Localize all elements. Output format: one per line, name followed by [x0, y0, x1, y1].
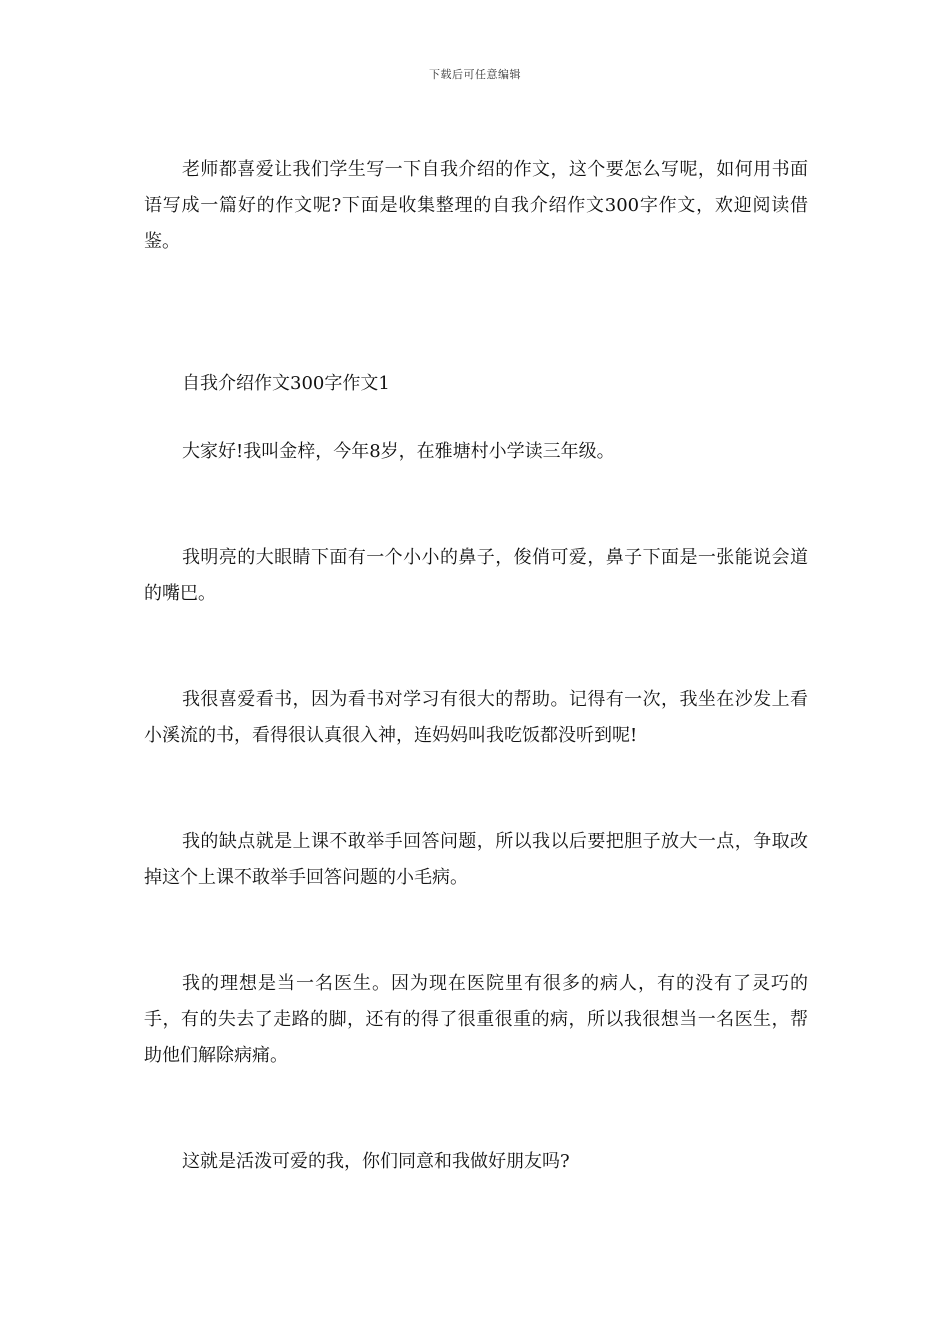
essay-paragraph-6: 这就是活泼可爱的我，你们同意和我做好朋友吗? — [182, 1151, 570, 1172]
essay-paragraph-2: 我明亮的大眼睛下面有一个小小的鼻子，俊俏可爱，鼻子下面是一张能说会道的嘴巴。 — [144, 547, 808, 604]
essay-paragraph-3: 我很喜爱看书，因为看书对学习有很大的帮助。记得有一次，我坐在沙发上看小溪流的书，看得很认真很入神，连妈妈叫我吃饭都没听到呢! — [144, 689, 808, 746]
intro-paragraph: 老师都喜爱让我们学生写一下自我介绍的作文，这个要怎么写呢，如何用书面语写成一篇好的作文呢?下面是收集整理的自我介绍作文300字作文，欢迎阅读借鉴。 — [144, 159, 808, 252]
essay-paragraph-1: 大家好!我叫金梓，今年8岁，在雅塘村小学读三年级。 — [182, 441, 615, 462]
essay-title: 自我介绍作文300字作文1 — [182, 373, 390, 394]
essay-paragraph-5: 我的理想是当一名医生。因为现在医院里有很多的病人，有的没有了灵巧的手，有的失去了走路的脚，还有的得了很重很重的病，所以我很想当一名医生，帮助他们解除病痛。 — [144, 973, 808, 1066]
essay-paragraph-4: 我的缺点就是上课不敢举手回答问题，所以我以后要把胆子放大一点，争取改掉这个上课不敢举手回答问题的小毛病。 — [144, 831, 808, 888]
page-header: 下载后可任意编辑 — [429, 68, 521, 81]
